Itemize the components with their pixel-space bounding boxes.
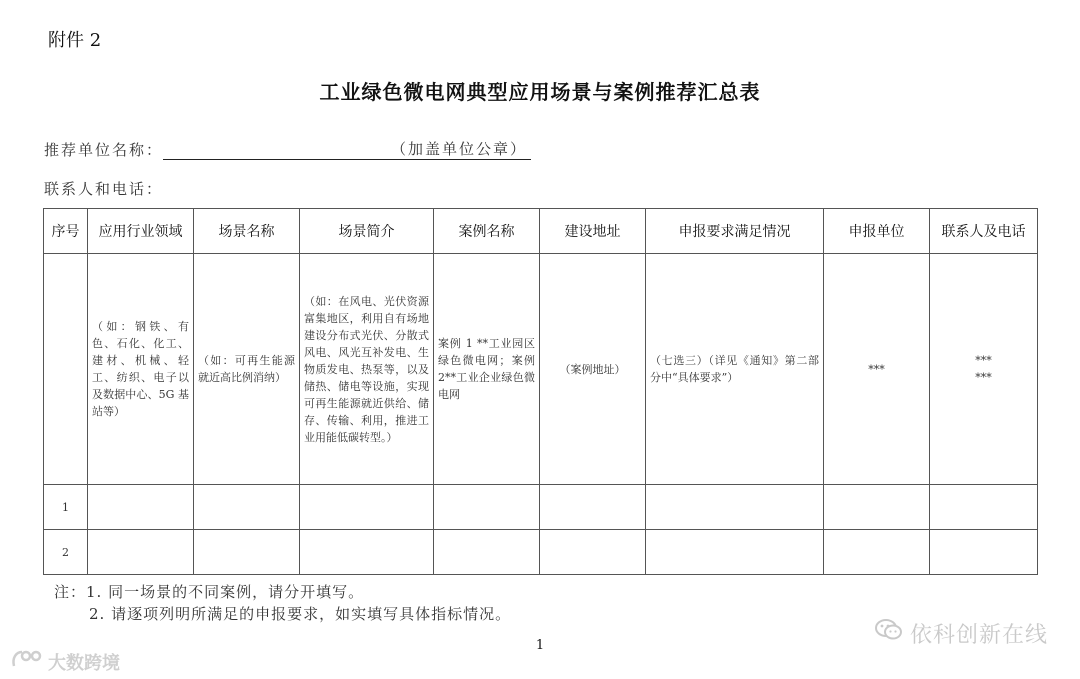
col-header-case-name: 案例名称 [434,209,540,254]
col-header-scenario-name: 场景名称 [194,209,300,254]
cell-example-requirements: （七选三）（详见《通知》第二部分中“具体要求”） [646,254,824,485]
attachment-label: 附件 2 [48,30,102,51]
table-row [44,530,1038,575]
table-cell [194,485,300,530]
contact-line-1: *** [975,354,992,367]
table-cell [646,530,824,575]
col-header-scenario-intro: 场景简介 [300,209,434,254]
watermark-left-text: 大数跨境 [48,652,120,674]
table-cell [300,530,434,575]
table-cell [824,485,930,530]
notes [54,581,511,625]
cell-row-index: 1 [44,485,88,530]
cell-row-index: 2 [44,530,88,575]
summary-table [43,208,1038,575]
col-header-applicant: 申报单位 [824,209,930,254]
page-number: 1 [535,638,545,653]
contact-line-2: *** [975,371,992,384]
table-cell [88,485,194,530]
col-header-requirements: 申报要求满足情况 [646,209,824,254]
watermark-right-text: 依科创新在线 [909,622,1048,648]
table-cell [434,530,540,575]
col-header-index: 序号 [44,209,88,254]
table-cell [194,530,300,575]
recommending-unit-field [44,138,531,160]
table-cell [88,530,194,575]
watermark-left [10,648,120,675]
brand-logo-icon [10,648,44,675]
table-cell [930,530,1038,575]
table-cell [824,530,930,575]
cell-example-contact [930,254,1038,485]
col-header-industry: 应用行业领域 [88,209,194,254]
table-cell [540,485,646,530]
unit-blank-line [163,138,531,160]
cell-example-scenario-intro: （如：在风电、光伏资源富集地区，利用自有场地建设分布式光伏、分散式风电、风光互补发电、生物质发电、热泵等，以及储热、储电等设施，实现可再生能源就近供给、储存、传输、利用，推进工业用能低碳转型。） [300,254,434,485]
cell-example-index [44,254,88,485]
watermark-right [874,617,1048,649]
table-cell [434,485,540,530]
table-cell [300,485,434,530]
note-1: 注：1. 同一场景的不同案例，请分开填写。 [54,583,365,601]
col-header-address: 建设地址 [540,209,646,254]
cell-example-case-name: 案例 1 **工业园区绿色微电网；案例 2**工业企业绿色微电网 [434,254,540,485]
table-cell [646,485,824,530]
wechat-icon [874,617,904,649]
note-2: 2. 请逐项列明所满足的申报要求，如实填写具体指标情况。 [89,605,512,623]
unit-label: 推荐单位名称： [44,141,164,159]
table-row [44,485,1038,530]
cell-example-industry: （如：钢铁、有色、石化、化工、建材、机械、轻工、纺织、电子以及数据中心、5G 基站等） [88,254,194,485]
table-header-row [44,209,1038,254]
table-row-example [44,254,1038,485]
seal-note: （加盖单位公章） [391,140,528,158]
contact-label: 联系人和电话： [44,180,164,198]
cell-example-scenario-name: （如：可再生能源就近高比例消纳） [194,254,300,485]
cell-example-applicant: *** [824,254,930,485]
table-cell [930,485,1038,530]
contact-field [44,178,163,199]
col-header-contact: 联系人及电话 [930,209,1038,254]
cell-example-address: （案例地址） [540,254,646,485]
document-title: 工业绿色微电网典型应用场景与案例推荐汇总表 [319,80,761,104]
table-cell [540,530,646,575]
